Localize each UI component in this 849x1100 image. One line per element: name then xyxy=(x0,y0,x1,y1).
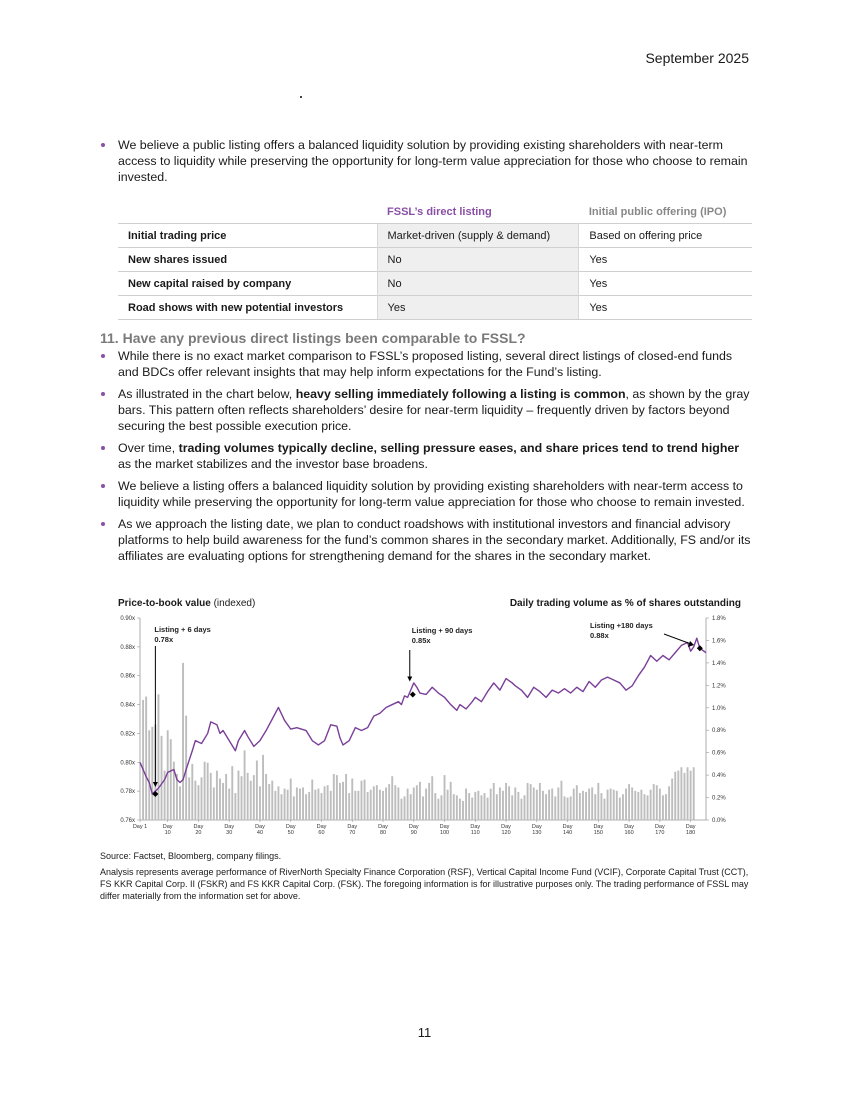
right-tick-label: 1.8% xyxy=(712,616,726,622)
volume-bar xyxy=(161,736,163,820)
volume-bar xyxy=(290,778,292,820)
volume-bar xyxy=(487,798,489,820)
table-header-ipo: Initial public offering (IPO) xyxy=(588,205,727,218)
x-tick-label-word: Day xyxy=(224,824,235,830)
volume-bar xyxy=(647,795,649,820)
volume-bar xyxy=(262,755,264,820)
left-tick-label: 0.78x xyxy=(120,789,135,796)
volume-bar xyxy=(364,780,366,820)
volume-bar xyxy=(539,783,541,820)
volume-bar xyxy=(379,790,381,820)
volume-bar xyxy=(413,787,415,820)
volume-bar xyxy=(520,799,522,820)
x-tick-label: Day 1 xyxy=(132,824,148,830)
bullet-2-bold: heavy selling immediately following a listing is common xyxy=(295,387,626,401)
ipo-cell: Yes xyxy=(579,272,752,296)
right-tick-label: 1.6% xyxy=(712,638,726,645)
volume-bar xyxy=(237,771,239,820)
volume-bar xyxy=(447,790,449,820)
volume-bar xyxy=(554,796,556,820)
volume-bar xyxy=(560,781,562,820)
volume-bar xyxy=(631,787,633,820)
volume-bar xyxy=(225,774,227,820)
volume-bar xyxy=(382,791,384,820)
volume-bar xyxy=(579,793,581,820)
volume-bar xyxy=(234,793,236,820)
volume-bar xyxy=(594,794,596,820)
x-tick-label-number: 160 xyxy=(624,830,634,836)
volume-bar xyxy=(422,796,424,820)
x-tick-label-number: 50 xyxy=(287,830,294,836)
x-tick-label-number: 150 xyxy=(593,830,603,836)
left-tick-label: 0.86x xyxy=(120,673,135,680)
volume-bar xyxy=(277,786,279,820)
volume-bar xyxy=(357,791,359,820)
volume-bar xyxy=(637,792,639,820)
volume-bar xyxy=(471,798,473,820)
volume-bar xyxy=(690,771,692,820)
price-volume-chart xyxy=(108,608,748,840)
volume-bar xyxy=(241,776,243,820)
volume-bar xyxy=(182,663,184,820)
table-row xyxy=(118,272,752,296)
annotation-arrow-head xyxy=(153,782,158,787)
x-tick-label-number: 120 xyxy=(501,830,511,836)
volume-bar xyxy=(456,795,458,820)
volume-bar xyxy=(170,739,172,820)
volume-bar xyxy=(628,784,630,820)
section-heading: 11. Have any previous direct listings been comparable to FSSL? xyxy=(100,330,526,346)
volume-bar xyxy=(370,790,372,820)
bullet-2-post: , as shown by the gray bars. This pattern often reflects shareholders’ desire for near-term liquidity – frequently driven by factors beyond securing the best possible execution price. xyxy=(118,387,750,433)
annotation-value: 0.88x xyxy=(590,631,609,640)
volume-bar xyxy=(388,784,390,820)
volume-bar xyxy=(299,789,301,820)
x-tick-label-number: 70 xyxy=(349,830,356,836)
volume-bar xyxy=(385,787,387,820)
volume-bar xyxy=(274,791,276,820)
volume-bar xyxy=(441,795,443,820)
x-tick-label-number: 20 xyxy=(195,830,202,836)
volume-bar xyxy=(179,786,181,820)
volume-bar xyxy=(508,786,510,820)
chart-left-title-bold: Price-to-book value xyxy=(118,598,211,609)
volume-bar xyxy=(268,784,270,820)
right-tick-label: 1.0% xyxy=(712,705,726,712)
volume-bar xyxy=(634,791,636,820)
volume-bar xyxy=(625,789,627,820)
x-tick-label-word: Day xyxy=(531,824,542,830)
fssl-cell: Market-driven (supply & demand) xyxy=(377,224,579,248)
annotation-arrow-head xyxy=(688,641,694,647)
x-tick-label-number: 180 xyxy=(686,830,696,836)
x-tick-label-word: Day xyxy=(470,824,481,830)
volume-bar xyxy=(231,766,233,820)
x-tick-label-number: 130 xyxy=(532,830,542,836)
left-tick-label: 0.82x xyxy=(120,731,135,738)
x-tick-label-word: Day xyxy=(593,824,604,830)
x-tick-label-number: 40 xyxy=(256,830,264,836)
bullet-5: As we approach the listing date, we plan to conduct roadshows with institutional investors and financial advisory platforms to help build awareness for the fund’s common shares in the secondary market. Additionally, FS and/or its affiliates are evaluating options for strengthening demand for the shares in the secondary market. xyxy=(100,516,752,564)
volume-bar xyxy=(327,785,329,820)
volume-bar xyxy=(533,787,535,820)
volume-bar xyxy=(293,796,295,820)
x-tick-label-number: 10 xyxy=(164,830,171,836)
volume-bar xyxy=(373,786,375,820)
left-tick-label: 0.88x xyxy=(120,644,135,651)
volume-bar xyxy=(330,791,332,820)
volume-bar xyxy=(468,793,470,820)
x-tick-label-word: Day xyxy=(439,824,450,830)
bullet-4: We believe a listing offers a balanced liquidity solution by providing existing shareholders with near-term access to liquidity while preserving the opportunity for long-term value appreciation for those who choose to remain invested. xyxy=(100,478,752,510)
volume-bar xyxy=(333,774,335,820)
volume-bar xyxy=(253,775,255,820)
row-label: New capital raised by company xyxy=(118,272,377,296)
annotation-arrow-head xyxy=(407,676,412,681)
x-tick-label-word: Day xyxy=(316,824,327,830)
annotation-value: 0.85x xyxy=(411,636,431,645)
volume-bar xyxy=(613,790,615,820)
volume-bar xyxy=(607,790,609,820)
fssl-cell: No xyxy=(377,272,579,296)
volume-bar xyxy=(671,778,673,820)
volume-bar xyxy=(401,799,403,820)
left-tick-label: 0.84x xyxy=(120,702,135,709)
volume-bar xyxy=(677,771,679,820)
volume-bar xyxy=(517,792,519,820)
volume-bar xyxy=(462,801,464,820)
volume-bar xyxy=(256,761,258,820)
price-line xyxy=(140,638,706,794)
volume-bar xyxy=(216,771,218,820)
volume-bar xyxy=(465,789,467,820)
x-tick-label-number: 80 xyxy=(379,830,387,836)
volume-bar xyxy=(496,794,498,820)
volume-bar xyxy=(585,792,587,820)
table-row xyxy=(118,224,752,248)
volume-bar xyxy=(148,730,150,820)
volume-bar xyxy=(336,775,338,820)
right-tick-label: 0.8% xyxy=(712,728,726,735)
volume-bar xyxy=(265,774,267,820)
volume-bar xyxy=(656,785,658,820)
volume-bar xyxy=(622,794,624,820)
volume-bar xyxy=(684,773,686,820)
volume-bar xyxy=(351,778,353,820)
annotation-title: Listing +180 days xyxy=(590,621,653,630)
volume-bar xyxy=(668,786,670,820)
volume-bar xyxy=(616,791,618,820)
volume-bar xyxy=(431,776,433,820)
volume-bar xyxy=(680,767,682,820)
comparison-table xyxy=(118,200,752,320)
right-tick-label: 0.0% xyxy=(712,818,726,824)
table-header-fssl: FSSL’s direct listing xyxy=(377,200,579,224)
right-tick-label: 1.2% xyxy=(712,683,726,690)
volume-bar xyxy=(284,789,286,820)
volume-bar xyxy=(474,792,476,820)
volume-bar xyxy=(450,782,452,820)
volume-bar xyxy=(573,789,575,820)
x-tick-label-word: Day xyxy=(408,824,419,830)
page-number: 11 xyxy=(417,1025,432,1040)
x-tick-label-number: 100 xyxy=(439,830,450,836)
table-header-row xyxy=(118,200,752,224)
x-tick-label-word: Day xyxy=(255,824,265,830)
table-row xyxy=(118,248,752,272)
volume-bar xyxy=(407,789,409,820)
bullet-2-pre: As illustrated in the chart below, xyxy=(118,387,296,401)
x-tick-label-word: Day xyxy=(501,824,511,830)
volume-bar xyxy=(416,785,418,820)
volume-bar xyxy=(610,789,612,820)
volume-bar xyxy=(459,799,461,820)
x-tick-label-word: Day xyxy=(162,824,173,830)
volume-bar xyxy=(142,700,144,820)
volume-bar xyxy=(428,783,430,820)
volume-bar xyxy=(542,791,544,820)
bullet-2 xyxy=(100,386,752,434)
volume-bar xyxy=(659,789,661,820)
volume-bar xyxy=(250,781,252,820)
annotation-value: 0.78x xyxy=(154,635,174,644)
table-row xyxy=(118,296,752,320)
volume-bar xyxy=(653,784,655,820)
volume-bar xyxy=(545,794,547,820)
volume-bar xyxy=(481,795,483,820)
volume-bar xyxy=(444,775,446,820)
volume-bar xyxy=(619,798,621,820)
volume-bar xyxy=(324,786,326,820)
x-tick-label-number: 110 xyxy=(470,830,480,836)
fssl-cell: No xyxy=(377,248,579,272)
volume-bar xyxy=(665,794,667,820)
volume-bar xyxy=(348,793,350,820)
volume-bar xyxy=(576,785,578,820)
x-tick-label-number: 90 xyxy=(410,830,417,836)
volume-bar xyxy=(453,794,455,820)
ipo-cell: Yes xyxy=(579,248,752,272)
volume-bar xyxy=(604,799,606,820)
volume-bar xyxy=(219,778,221,820)
volume-bar xyxy=(693,767,695,820)
x-tick-label-number: 140 xyxy=(562,830,573,836)
volume-bar xyxy=(591,787,593,820)
volume-bar xyxy=(493,783,495,820)
x-tick-label-word: Day xyxy=(193,824,204,830)
annotation-marker xyxy=(152,791,158,797)
volume-bar xyxy=(204,762,206,820)
volume-bar xyxy=(281,794,283,820)
volume-bar xyxy=(397,787,399,820)
volume-bar xyxy=(342,782,344,820)
volume-bar xyxy=(530,784,532,820)
annotation-title: Listing + 6 days xyxy=(154,625,211,634)
volume-bar xyxy=(345,774,347,820)
volume-bar xyxy=(311,780,313,820)
left-tick-label: 0.90x xyxy=(120,616,135,622)
volume-bar xyxy=(527,783,529,820)
volume-bar xyxy=(437,799,439,820)
bullet-list xyxy=(100,348,752,570)
bullet-1: While there is no exact market comparison to FSSL’s proposed listing, several direct listings of closed-end funds and BDCs offer relevant insights that may help inform expectations for the Fund’s listing. xyxy=(100,348,752,380)
volume-bar xyxy=(419,782,421,820)
volume-bar xyxy=(305,794,307,820)
volume-bar xyxy=(271,781,273,820)
volume-bar xyxy=(145,697,147,820)
volume-bar xyxy=(662,795,664,820)
bullet-3-post: as the market stabilizes and the investor base broadens. xyxy=(118,457,428,471)
volume-bar xyxy=(644,794,646,820)
table-header-empty xyxy=(118,200,377,224)
volume-bar xyxy=(317,789,319,820)
chart-right-title: Daily trading volume as % of shares outstanding xyxy=(509,598,741,609)
volume-bar xyxy=(259,786,261,820)
volume-bar xyxy=(597,783,599,820)
volume-bar xyxy=(499,787,501,820)
volume-bar xyxy=(640,790,642,820)
right-tick-label: 0.4% xyxy=(712,773,726,780)
intro-bullet: We believe a public listing offers a balanced liquidity solution by providing existing shareholders with near-term access to liquidity while preserving the opportunity for long-term value appreciation for those who choose to remain invested. xyxy=(100,137,752,185)
volume-bar xyxy=(247,773,249,820)
left-tick-label: 0.76x xyxy=(120,818,135,824)
x-tick-label-word: Day xyxy=(685,824,696,830)
volume-bar xyxy=(158,694,160,820)
right-tick-label: 1.4% xyxy=(712,660,726,667)
ipo-cell: Based on offering price xyxy=(579,224,752,248)
volume-bar xyxy=(339,783,341,820)
volume-bar xyxy=(567,798,569,820)
volume-bar xyxy=(557,787,559,820)
volume-bar xyxy=(213,787,215,820)
volume-bar xyxy=(502,791,504,820)
volume-bar xyxy=(151,727,153,820)
volume-bar xyxy=(287,790,289,820)
volume-bar xyxy=(650,790,652,820)
volume-bar xyxy=(361,781,363,820)
x-tick-label-word: Day xyxy=(285,824,296,830)
document-date: September 2025 xyxy=(645,50,749,66)
volume-bar xyxy=(434,793,436,820)
row-label: New shares issued xyxy=(118,248,377,272)
volume-bar xyxy=(600,793,602,820)
right-tick-label: 0.6% xyxy=(712,750,726,757)
source-note: Source: Factset, Bloomberg, company filings. xyxy=(100,851,282,861)
volume-bar xyxy=(425,789,427,820)
bullet-3-bold: trading volumes typically decline, selling pressure eases, and share prices tend to trend higher xyxy=(178,441,740,455)
ipo-cell: Yes xyxy=(579,296,752,320)
volume-bar xyxy=(570,796,572,820)
volume-bar xyxy=(367,792,369,820)
x-tick-label-number: 30 xyxy=(226,830,233,836)
bullet-3-pre: Over time, xyxy=(118,441,179,455)
stray-dot xyxy=(300,96,302,98)
row-label: Initial trading price xyxy=(118,224,377,248)
volume-bar xyxy=(207,763,209,820)
x-tick-label-word: Day xyxy=(347,824,358,830)
x-tick-label-word: Day xyxy=(562,824,573,830)
volume-bar xyxy=(210,773,212,820)
volume-bar xyxy=(321,793,323,820)
x-tick-label-number: 170 xyxy=(655,830,665,836)
volume-bar xyxy=(354,791,356,820)
x-tick-label-number: 60 xyxy=(318,830,325,836)
volume-bar xyxy=(511,795,513,820)
volume-bar xyxy=(394,785,396,820)
x-tick-label-word: Day xyxy=(624,824,634,830)
volume-bar xyxy=(687,767,689,820)
volume-bar xyxy=(410,794,412,820)
volume-bar xyxy=(588,789,590,820)
volume-bar xyxy=(308,792,310,820)
volume-bar xyxy=(222,783,224,820)
volume-bar xyxy=(194,781,196,820)
chart-left-title-rest: (indexed) xyxy=(210,598,256,609)
volume-bar xyxy=(505,783,507,820)
volume-bar xyxy=(244,750,246,820)
volume-bar xyxy=(536,790,538,820)
volume-bar xyxy=(551,789,553,820)
annotation-arrow-line xyxy=(664,634,691,644)
fssl-cell: Yes xyxy=(377,296,579,320)
volume-bar xyxy=(548,790,550,820)
disclaimer-note: Analysis represents average performance of RiverNorth Specialty Finance Corporation (RSF), Vertical Capital Income Fund (VCIF), Corporate Capital Trust (CCT), FS KKR Capital Corp. II (FSKR) and FS KKR Capital Corp. (FSK). The foregoing information is for illustrative purposes only. The trading performance of FSSL may differ materially from the information set for above. xyxy=(100,867,749,901)
annotation-marker xyxy=(410,691,416,697)
right-tick-label: 0.2% xyxy=(712,795,726,802)
intro-bullet-list xyxy=(100,137,752,191)
volume-bar xyxy=(391,776,393,820)
volume-bar xyxy=(191,764,193,820)
x-tick-label-word: Day xyxy=(654,824,665,830)
volume-bar xyxy=(302,787,304,820)
bullet-3 xyxy=(100,440,752,472)
volume-bar xyxy=(314,790,316,820)
left-tick-label: 0.80x xyxy=(120,760,135,767)
volume-bar xyxy=(376,785,378,820)
volume-bar xyxy=(524,795,526,820)
volume-bar xyxy=(490,789,492,820)
volume-bar xyxy=(564,796,566,820)
row-label: Road shows with new potential investors xyxy=(118,296,377,320)
volume-bar xyxy=(477,791,479,820)
volume-bar xyxy=(404,796,406,820)
volume-bar xyxy=(198,785,200,820)
x-tick-label-word: Day xyxy=(378,824,388,830)
volume-bar xyxy=(514,787,516,820)
volume-bar xyxy=(228,789,230,820)
volume-bar xyxy=(188,777,190,820)
annotation-title: Listing + 90 days xyxy=(411,626,473,635)
volume-bar xyxy=(201,777,203,820)
volume-bar xyxy=(674,772,676,820)
volume-bar xyxy=(582,791,584,820)
volume-bar xyxy=(296,787,298,820)
volume-bar xyxy=(484,793,486,820)
